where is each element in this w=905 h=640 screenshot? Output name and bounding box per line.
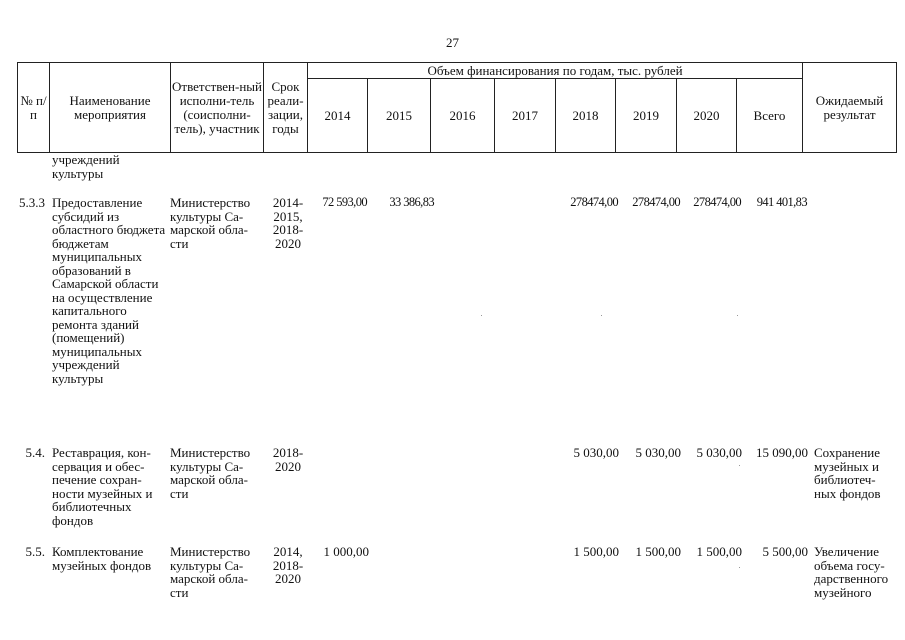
row-result: Сохранение музейных и библиотеч-ных фондов (814, 445, 881, 501)
row-num: 5.5. (25, 544, 45, 559)
header-name: Наименование мероприятия (50, 63, 171, 153)
header-year: 2017 (495, 79, 556, 153)
row-value-2019: 278474,00 (632, 195, 680, 209)
row-name: Реставрация, кон-сервация и обес-печение сохран-ности музейных и библиотечных фондов (52, 445, 153, 528)
row-num: 5.4. (25, 445, 45, 460)
row-total: 5 500,00 (762, 544, 808, 559)
row-value-2015: 33 386,83 (389, 195, 434, 209)
page-number: 27 (446, 35, 459, 50)
header-year: 2016 (431, 79, 495, 153)
row-value-2018: 1 500,00 (573, 544, 619, 559)
row-term: 2014, 2018-2020 (272, 544, 304, 586)
header-num: № п/п (18, 63, 50, 153)
row-term: 2018-2020 (272, 445, 304, 474)
row-responsible: Министерство культуры Са-марской обла-сти (170, 544, 251, 600)
row-name: Комплектование музейных фондов (52, 544, 152, 573)
row-term: 2014-2015, 2018-2020 (272, 195, 304, 251)
scan-speck (739, 567, 740, 568)
scan-speck (737, 315, 738, 316)
scan-speck (481, 315, 482, 316)
row-value-2014: 72 593,00 (322, 195, 367, 209)
row-value-2019: 5 030,00 (635, 445, 681, 460)
row-value-2020: 278474,00 (693, 195, 741, 209)
scan-speck (601, 315, 602, 316)
header-responsible: Ответствен-ный исполни-тель (соисполни-тель), участник (171, 63, 264, 153)
header-year: 2015 (368, 79, 431, 153)
header-year: 2020 (677, 79, 737, 153)
row-total: 15 090,00 (756, 445, 808, 460)
header-result: Ожидаемый результат (803, 63, 897, 153)
header-term: Срок реали-зации, годы (264, 63, 308, 153)
header-total: Всего (737, 79, 803, 153)
row-result: Увеличение объема госу-дарственного музейного (814, 544, 889, 600)
row-responsible: Министерство культуры Са-марской обла-сти (170, 195, 251, 251)
header-year: 2018 (556, 79, 616, 153)
header-funding-group: Объем финансирования по годам, тыс. рублей (308, 63, 803, 79)
row-value-2020: 5 030,00 (696, 445, 742, 460)
header-year: 2014 (308, 79, 368, 153)
scan-speck (739, 465, 740, 466)
row-value-2020: 1 500,00 (696, 544, 742, 559)
row-responsible: Министерство культуры Са-марской обла-сти (170, 445, 251, 501)
header-year: 2019 (616, 79, 677, 153)
row-value-2014: 1 000,00 (323, 544, 369, 559)
row-name: учреждений культуры (52, 152, 120, 181)
row-value-2019: 1 500,00 (635, 544, 681, 559)
table-header (17, 62, 897, 153)
row-total: 941 401,83 (756, 195, 807, 209)
table-body (17, 153, 896, 640)
row-name: Предоставление субсидий из областного бюджета бюджетам муниципальных образований в Самарской области на осуществление капитального ремонта зданий (помещений) муниципальных учреждений культуры (52, 195, 166, 386)
row-value-2018: 278474,00 (570, 195, 618, 209)
row-num: 5.3.3 (19, 195, 45, 210)
row-value-2018: 5 030,00 (573, 445, 619, 460)
